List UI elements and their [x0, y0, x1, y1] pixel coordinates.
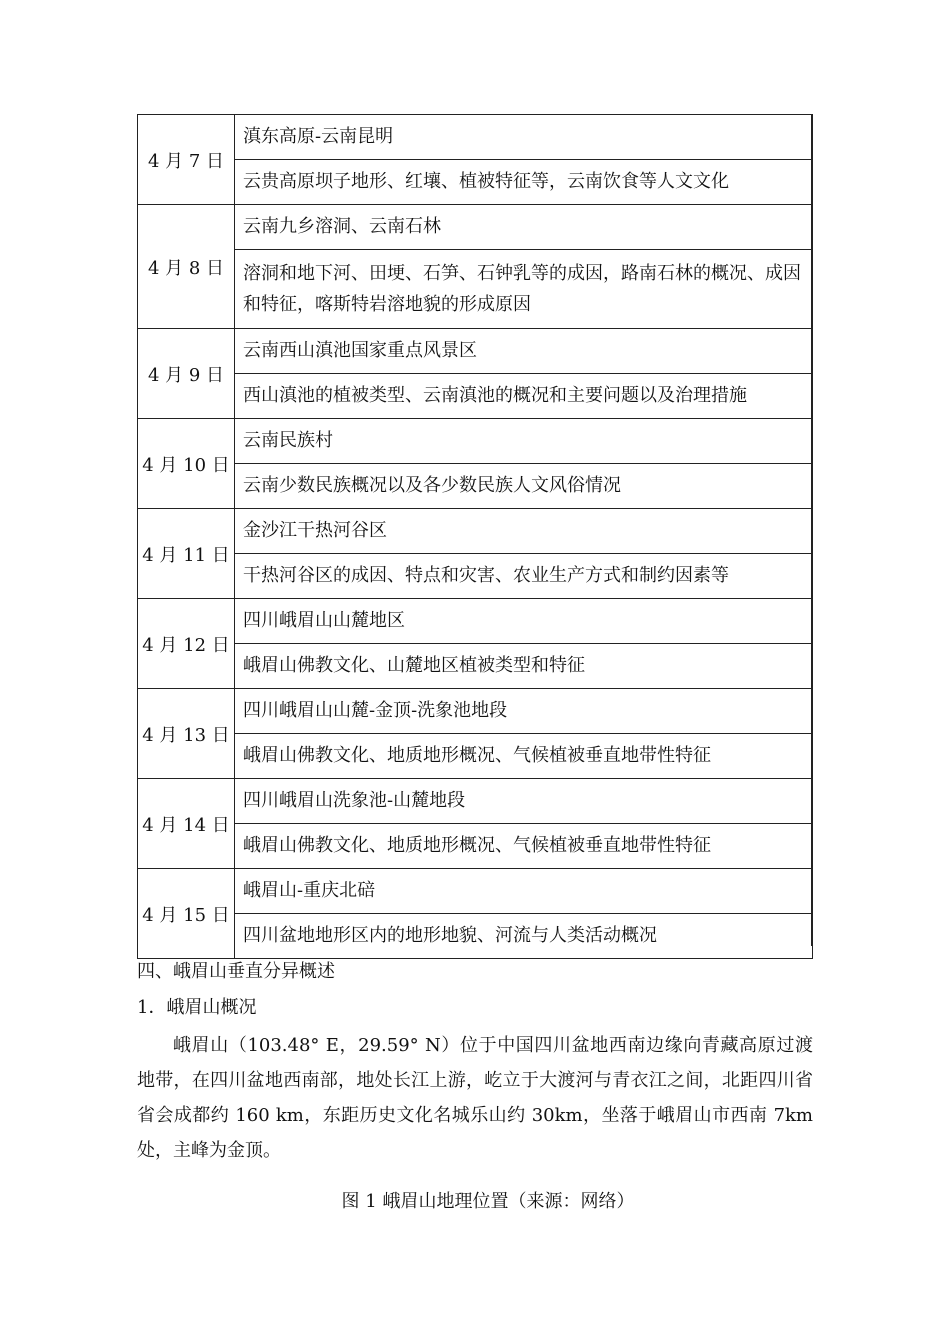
- place-cell: 云南西山滇池国家重点风景区: [235, 329, 813, 374]
- place-cell: 金沙江干热河谷区: [235, 509, 813, 554]
- place-cell: 四川峨眉山洗象池-山麓地段: [235, 779, 813, 824]
- table-row: [138, 914, 813, 959]
- section-heading: 四、峨眉山垂直分异概述: [137, 961, 335, 982]
- date-cell: 4 月 10 日: [138, 419, 235, 509]
- table-row: [138, 464, 813, 509]
- topics-cell: 云贵高原坝子地形、红壤、植被特征等，云南饮食等人文文化: [235, 160, 813, 205]
- table-row: [138, 115, 813, 160]
- date-cell: 4 月 8 日: [138, 205, 235, 329]
- date-cell: 4 月 9 日: [138, 329, 235, 419]
- place-cell: 云南九乡溶洞、云南石林: [235, 205, 813, 250]
- table-row: [138, 779, 813, 824]
- itinerary-table: [137, 114, 813, 959]
- table-row: [138, 599, 813, 644]
- table-row: [138, 554, 813, 599]
- table-row: [138, 824, 813, 869]
- place-cell: 四川峨眉山山麓-金顶-洗象池地段: [235, 689, 813, 734]
- date-cell: 4 月 12 日: [138, 599, 235, 689]
- place-cell: 滇东高原-云南昆明: [235, 115, 813, 160]
- table-row: [138, 644, 813, 689]
- table-row: [138, 250, 813, 329]
- topics-cell: 西山滇池的植被类型、云南滇池的概况和主要问题以及治理措施: [235, 374, 813, 419]
- table-row: [138, 329, 813, 374]
- table-row: [138, 205, 813, 250]
- date-cell: 4 月 15 日: [138, 869, 235, 959]
- table-row: [138, 689, 813, 734]
- table-row: [138, 734, 813, 779]
- place-cell: 云南民族村: [235, 419, 813, 464]
- place-cell: 四川峨眉山山麓地区: [235, 599, 813, 644]
- topics-cell: 四川盆地地形区内的地形地貌、河流与人类活动概况: [235, 914, 813, 959]
- table-row: [138, 419, 813, 464]
- figure-caption: 图 1 峨眉山地理位置（来源：网络）: [341, 1191, 635, 1212]
- table-row: [138, 869, 813, 914]
- date-cell: 4 月 13 日: [138, 689, 235, 779]
- topics-cell: 峨眉山佛教文化、山麓地区植被类型和特征: [235, 644, 813, 689]
- table-right-border: [811, 114, 812, 946]
- date-cell: 4 月 7 日: [138, 115, 235, 205]
- topics-cell: 峨眉山佛教文化、地质地形概况、气候植被垂直地带性特征: [235, 734, 813, 779]
- date-cell: 4 月 14 日: [138, 779, 235, 869]
- topics-cell: 溶洞和地下河、田埂、石笋、石钟乳等的成因，路南石林的概况、成因和特征，喀斯特岩溶地貌的形成原因: [235, 250, 813, 329]
- table-row: [138, 509, 813, 554]
- place-cell: 峨眉山-重庆北碚: [235, 869, 813, 914]
- topics-cell: 峨眉山佛教文化、地质地形概况、气候植被垂直地带性特征: [235, 824, 813, 869]
- body-paragraph: 峨眉山（103.48° E，29.59° N）位于中国四川盆地西南边缘向青藏高原过渡地带，在四川盆地西南部，地处长江上游，屹立于大渡河与青衣江之间，北距四川省省会成都约 160 km，东距历史文化名城乐山约 30km，坐落于峨眉山市西南 7km 处，主峰为金顶。: [137, 1035, 813, 1161]
- sub-heading: 1．峨眉山概况: [137, 997, 257, 1018]
- date-cell: 4 月 11 日: [138, 509, 235, 599]
- topics-cell: 云南少数民族概况以及各少数民族人文风俗情况: [235, 464, 813, 509]
- topics-cell: 干热河谷区的成因、特点和灾害、农业生产方式和制约因素等: [235, 554, 813, 599]
- table-row: [138, 374, 813, 419]
- table-row: [138, 160, 813, 205]
